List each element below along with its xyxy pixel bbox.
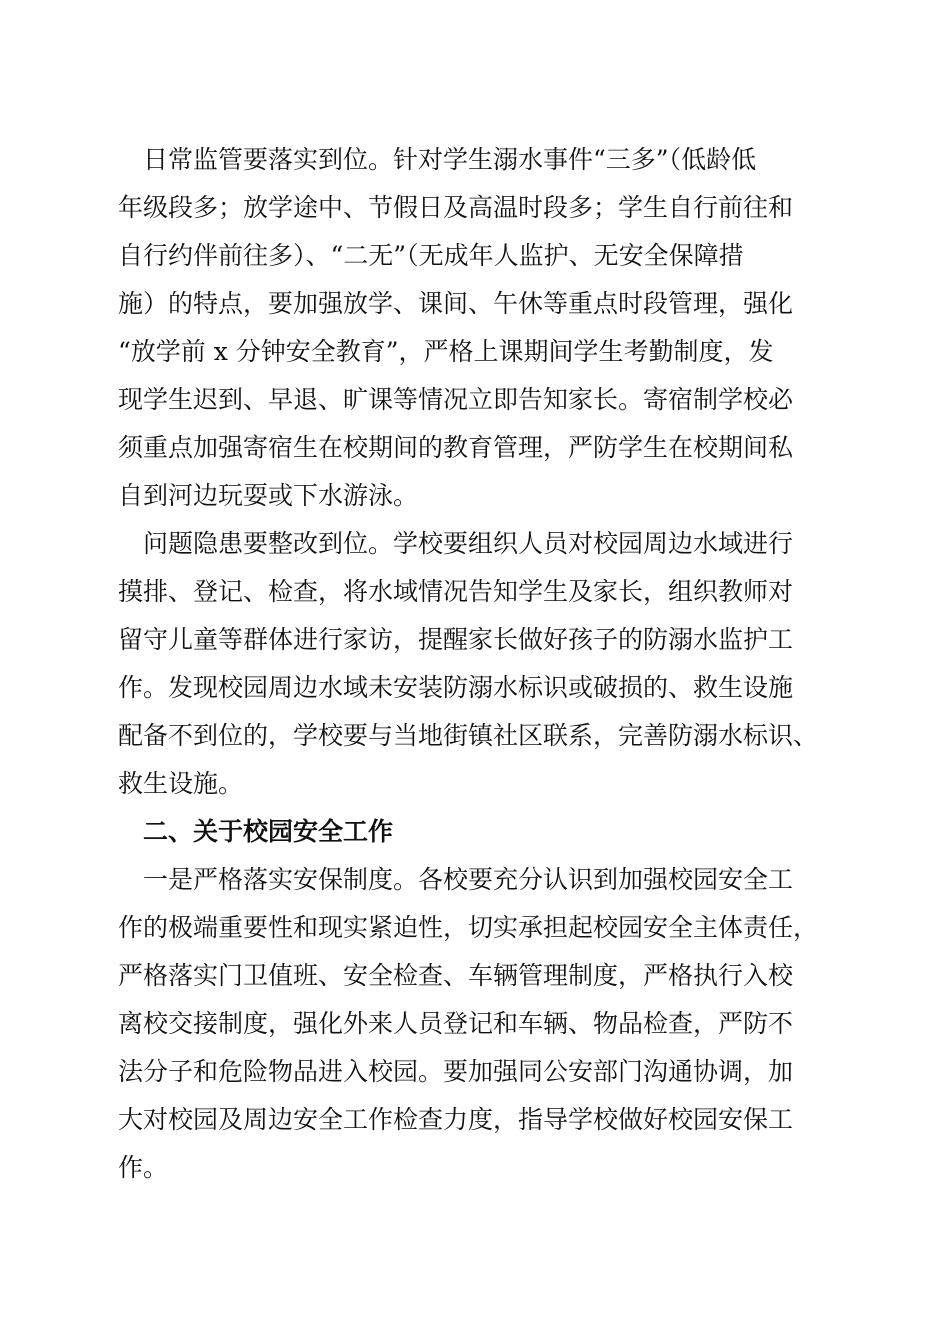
section-heading: 二、关于校园安全工作 bbox=[118, 817, 394, 846]
paragraph-line: 配备不到位的，学校要与当地街镇社区联系，完善防溺水标识、 bbox=[118, 721, 819, 750]
paragraph-line: 作。 bbox=[118, 1153, 169, 1182]
paragraph-line: 现学生迟到、早退、旷课等情况立即告知家长。寄宿制学校必 bbox=[118, 385, 794, 414]
paragraph-line: 须重点加强寄宿生在校期间的教育管理，严防学生在校期间私 bbox=[118, 433, 794, 462]
paragraph-line: 作的极端重要性和现实紧迫性，切实承担起校园安全主体责任， bbox=[118, 913, 819, 942]
paragraph-line: “放学前 x 分钟安全教育”，严格上课期间学生考勤制度，发 bbox=[118, 337, 774, 366]
paragraph-line: 日常监管要落实到位。针对学生溺水事件“三多”（低龄低 bbox=[118, 145, 757, 174]
paragraph-line: 一是严格落实安保制度。各校要充分认识到加强校园安全工 bbox=[118, 865, 794, 894]
paragraph-line: 问题隐患要整改到位。学校要组织人员对校园周边水域进行 bbox=[118, 529, 794, 558]
paragraph-line: 摸排、登记、检查，将水域情况告知学生及家长，组织教师对 bbox=[118, 577, 794, 606]
paragraph-line: 大对校园及周边安全工作检查力度，指导学校做好校园安保工 bbox=[118, 1105, 794, 1134]
paragraph-line: 离校交接制度，强化外来人员登记和车辆、物品检查，严防不 bbox=[118, 1009, 794, 1038]
paragraph-line: 年级段多；放学途中、节假日及高温时段多；学生自行前往和 bbox=[118, 193, 794, 222]
paragraph-line: 作。发现校园周边水域未安装防溺水标识或破损的、救生设施 bbox=[118, 673, 794, 702]
paragraph-line: 救生设施。 bbox=[118, 769, 244, 798]
paragraph-line: 留守儿童等群体进行家访，提醒家长做好孩子的防溺水监护工 bbox=[118, 625, 794, 654]
paragraph-line: 施）的特点，要加强放学、课间、午休等重点时段管理，强化 bbox=[118, 289, 794, 318]
paragraph-line: 法分子和危险物品进入校园。要加强同公安部门沟通协调，加 bbox=[118, 1057, 794, 1086]
paragraph-line: 自到河边玩耍或下水游泳。 bbox=[118, 481, 419, 510]
paragraph-line: 自行约伴前往多）、“二无”（无成年人监护、无安全保障措 bbox=[118, 241, 744, 270]
paragraph-line: 严格落实门卫值班、安全检查、车辆管理制度，严格执行入校 bbox=[118, 961, 794, 990]
